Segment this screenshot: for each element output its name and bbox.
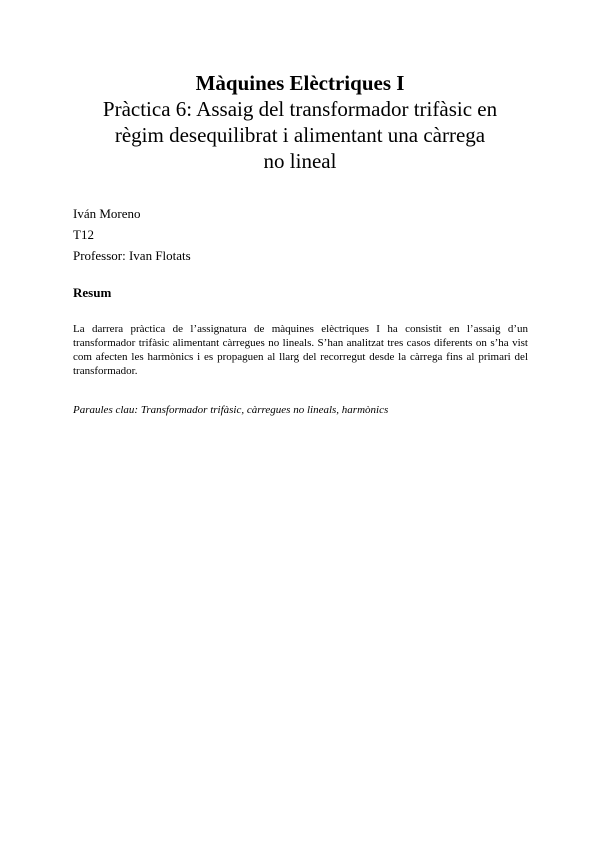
author-info	[73, 203, 191, 266]
practice-title-line-3: no lineal	[263, 149, 337, 173]
abstract-text: La darrera pràctica de l’assignatura de màquines elèctriques I ha consistit en l’assaig d’un transformador trifàsic alimentant càrregues no lineals. S’han analitzat tres casos diferents on s’ha vist com afecten les harmònics i es propaguen al llarg del recorregut desde la càrrega fins al primari del transformador.	[73, 323, 528, 377]
keywords: Paraules clau: Transformador trifàsic, càrregues no lineals, harmònics	[73, 404, 389, 416]
practice-title-line-1: Pràctica 6: Assaig del transformador trifàsic en	[102, 97, 498, 121]
course-title: Màquines Elèctriques I	[195, 71, 405, 95]
group-code: T12	[73, 227, 94, 242]
practice-title-line-2: règim desequilibrat i alimentant una càrrega	[114, 123, 486, 147]
author-name: Iván Moreno	[73, 206, 141, 221]
abstract-heading: Resum	[73, 285, 112, 300]
professor-name: Professor: Ivan Flotats	[73, 248, 191, 263]
title-block	[60, 70, 540, 174]
